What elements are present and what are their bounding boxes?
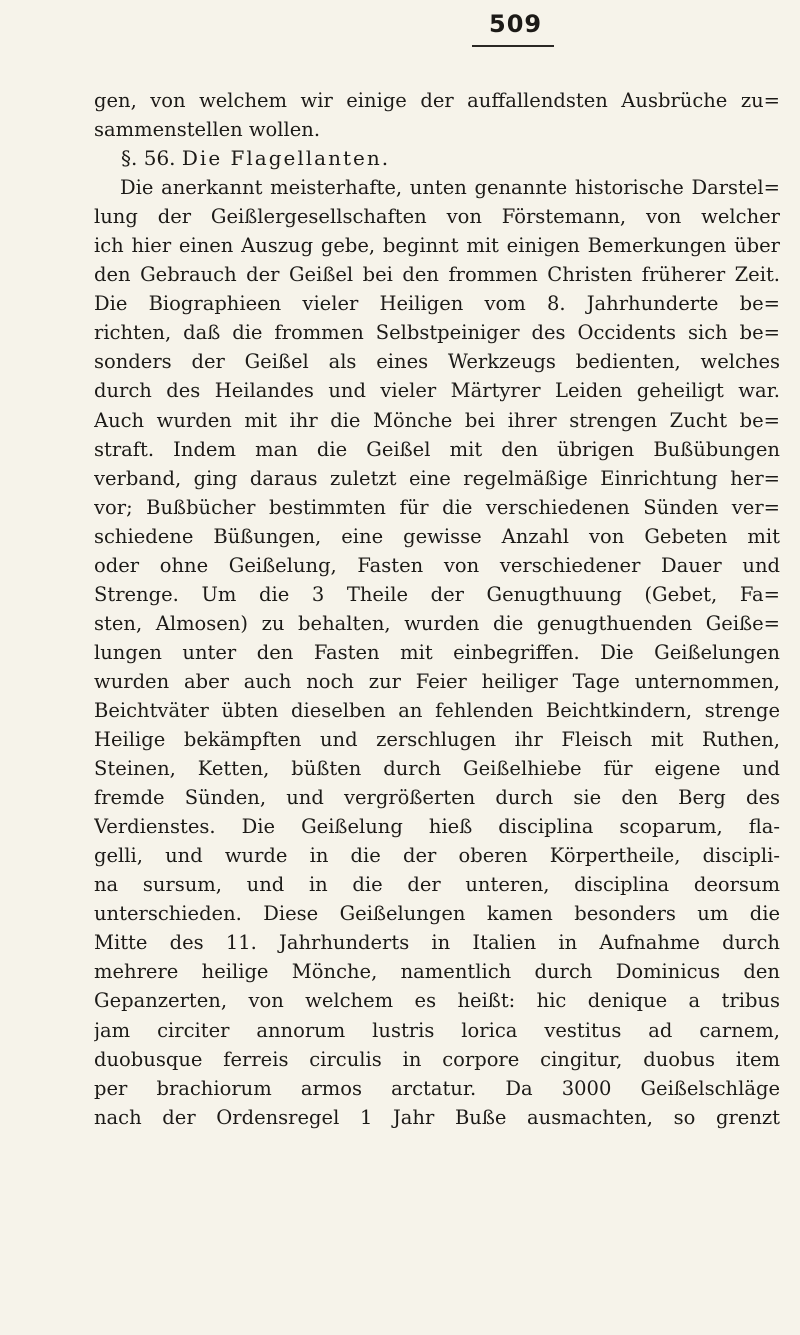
text-line: jam circiter annorum lustris lorica vestitus ad carnem, <box>94 1018 780 1042</box>
text-line: Heilige bekämpften und zerschlugen ihr Fleisch mit Ruthen, <box>94 728 780 752</box>
text-line: na sursum, und in die der unteren, disciplina deorsum <box>94 873 780 897</box>
text-line: richten, daß die frommen Selbstpeiniger des Occidents sich be= <box>94 321 780 345</box>
text-line: gelli, und wurde in die der oberen Körpertheile, discipli- <box>94 844 780 868</box>
text-line: oder ohne Geißelung, Fasten von verschiedener Dauer und <box>94 553 780 577</box>
text-line: Die Biographieen vieler Heiligen vom 8. Jahrhunderte be= <box>94 292 780 316</box>
text-line: schiedene Büßungen, eine gewisse Anzahl von Gebeten mit <box>94 524 780 548</box>
text-line: Auch wurden mit ihr die Mönche bei ihrer strengen Zucht be= <box>94 408 780 432</box>
text-line: mehrere heilige Mönche, namentlich durch Dominicus den <box>94 960 780 984</box>
text-line: fremde Sünden, und vergrößerten durch sie den Berg des <box>94 786 780 810</box>
text-line: verband, ging daraus zuletzt eine regelmäßige Einrichtung her= <box>94 466 780 490</box>
text-line: lung der Geißlergesellschaften von Förstemann, von welcher <box>94 205 780 229</box>
section-heading <box>94 144 780 173</box>
text-line: ich hier einen Auszug gebe, beginnt mit einigen Bemerkungen über <box>94 234 780 258</box>
text-line: Beichtväter übten dieselben an fehlenden Beichtkindern, strenge <box>94 698 780 722</box>
text-line: durch des Heilandes und vieler Märtyrer Leiden geheiligt war. <box>94 379 780 403</box>
text-line: sonders der Geißel als eines Werkzeugs bedienten, welches <box>94 350 780 374</box>
section-number: §. 56. <box>121 146 176 171</box>
text-line: Steinen, Ketten, büßten durch Geißelhiebe für eigene und <box>94 757 780 781</box>
text-line: lungen unter den Fasten mit einbegriffen. Die Geißelungen <box>94 640 780 664</box>
text-line: vor; Bußbücher bestimmten für die verschiedenen Sünden ver= <box>94 495 780 519</box>
body-text <box>94 86 780 1132</box>
text-line: wurden aber auch noch zur Feier heiliger Tage unternommen, <box>94 669 780 693</box>
text-line: sten, Almosen) zu behalten, wurden die genugthuenden Geiße= <box>94 611 780 635</box>
text-line: Die anerkannt meisterhafte, unten genannte historische Darstel= <box>120 176 780 200</box>
text-line: Strenge. Um die 3 Theile der Genugthuung (Gebet, Fa= <box>94 582 780 606</box>
text-line: unterschieden. Diese Geißelungen kamen besonders um die <box>94 902 780 926</box>
text-line: den Gebrauch der Geißel bei den frommen Christen früherer Zeit. <box>94 263 780 287</box>
text-line: per brachiorum armos arctatur. Da 3000 Geißelschläge <box>94 1076 780 1100</box>
text-line: duobusque ferreis circulis in corpore cingitur, duobus item <box>94 1047 780 1071</box>
text-line: straft. Indem man die Geißel mit den übrigen Bußübungen <box>94 437 780 461</box>
page-number: 509 <box>489 10 543 38</box>
text-line: Mitte des 11. Jahrhunderts in Italien in Aufnahme durch <box>94 931 780 955</box>
text-line: nach der Ordensregel 1 Jahr Buße ausmachten, so grenzt <box>94 1105 780 1129</box>
text-line: Gepanzerten, von welchem es heißt: hic denique a tribus <box>94 989 780 1013</box>
text-line: gen, von welchem wir einige der auffallendsten Ausbrüche zu= <box>94 89 780 112</box>
section-title: Die Flagellanten. <box>181 146 391 171</box>
text-line: sammenstellen wollen. <box>94 118 321 142</box>
page-number-rule <box>472 45 554 47</box>
text-line: Verdienstes. Die Geißelung hieß disciplina scoparum, fla- <box>94 815 780 839</box>
